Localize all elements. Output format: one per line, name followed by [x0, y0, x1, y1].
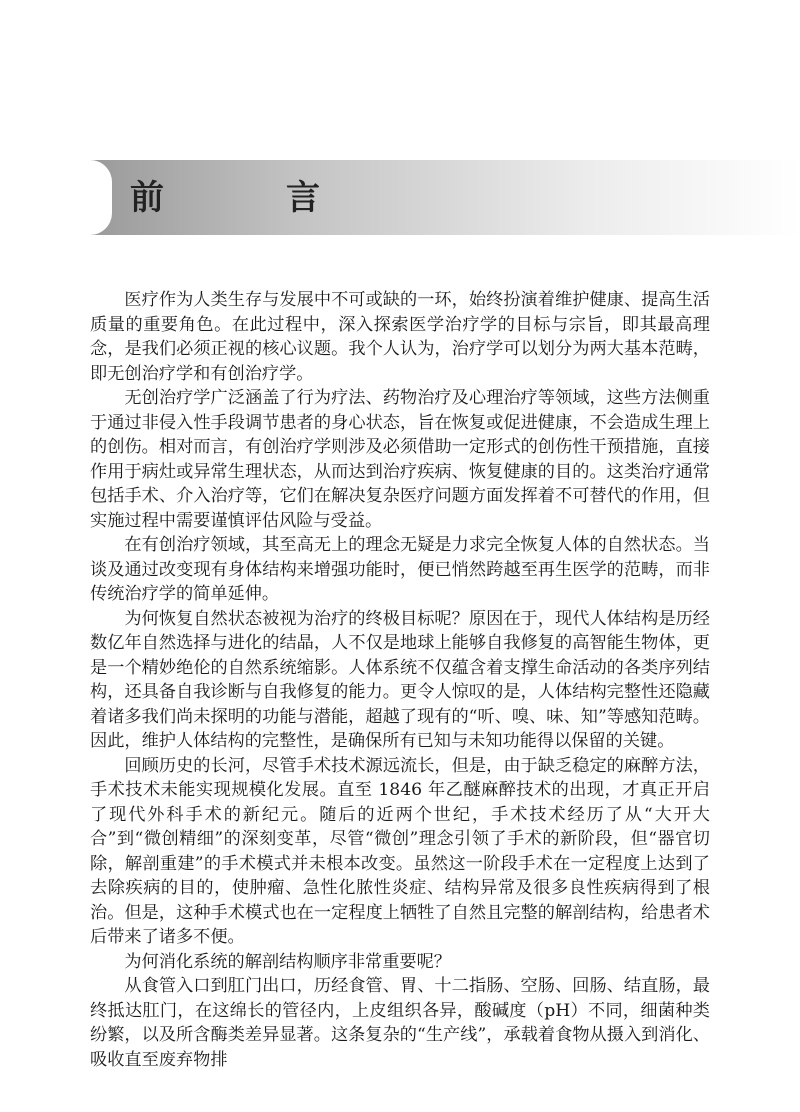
paragraph: 在有创治疗领域，其至高无上的理念无疑是力求完全恢复人体的自然状态。当谈及通过改变现有身体结构来增强功能时，便已悄然跨越至再生医学的范畴，而非传统治疗学的简单延伸。 [90, 535, 710, 604]
body-text [90, 288, 710, 1072]
paragraph: 为何恢复自然状态被视为治疗的终极目标呢？原因在于，现代人体结构是历经数亿年自然选择与进化的结晶，人不仅是地球上能够自我修复的高智能生物体，更是一个精妙绝伦的自然系统缩影。人体系统不仅蕴含着支撑生命活动的各类序列结构，还具备自我诊断与自我修复的能力。更令人惊叹的是，人体结构完整性还隐藏着诸多我们尚未探明的功能与潜能，超越了现有的“听、嗅、味、知”等感知范畴。因此，维护人体结构的完整性，是确保所有已知与未知功能得以保留的关键。 [90, 608, 710, 751]
paragraph: 回顾历史的长河，尽管手术技术源远流长，但是，由于缺乏稳定的麻醉方法，手术技术未能实现规模化发展。直至 1846 年乙醚麻醉技术的出现，才真正开启了现代外科手术的新纪元。随后的近两个世纪，手术技术经历了从“大开大合”到“微创精细”的深刻变革，尽管“微创”理念引领了手术的新阶段，但“器官切除，解剖重建”的手术模式并未根本改变。虽然这一阶段手术在一定程度上达到了去除疾病的目的，使肿瘤、急性化脓性炎症、结构异常及很多良性疾病得到了根治。但是，这种手术模式也在一定程度上牺牲了自然且完整的解剖结构，给患者术后带来了诸多不便。 [90, 755, 710, 947]
paragraph: 从食管入口到肛门出口，历经食管、胃、十二指肠、空肠、回肠、结直肠，最终抵达肛门，在这绵长的管径内，上皮组织各异，酸碱度（pH）不同，细菌种类纷繁，以及所含酶类差异显著。这条复杂的“生产线”，承载着食物从摄入到消化、吸收直至废弃物排 [90, 976, 710, 1070]
paragraph: 为何消化系统的解剖结构顺序非常重要呢？ [124, 951, 451, 972]
heading-band-cap [90, 160, 112, 235]
paragraph: 医疗作为人类生存与发展中不可或缺的一环，始终扮演着维护健康、提高生活质量的重要角色。在此过程中，深入探索医学治疗学的目标与宗旨，即其最高理念，是我们必须正视的核心议题。我个人认为，治疗学可以划分为两大基本范畴，即无创治疗学和有创治疗学。 [90, 290, 710, 384]
page-title: 前 言 [130, 178, 364, 218]
paragraph: 无创治疗学广泛涵盖了行为疗法、药物治疗及心理治疗等领域，这些方法侧重于通过非侵入性手段调节患者的身心状态，旨在恢复或促进健康，不会造成生理上的创伤。相对而言，有创治疗学则涉及必须借助一定形式的创伤性干预措施，直接作用于病灶或异常生理状态，从而达到治疗疾病、恢复健康的目的。这类治疗通常包括手术、介入治疗等，它们在解决复杂医疗问题方面发挥着不可替代的作用，但实施过程中需要谨慎评估风险与受益。 [90, 388, 710, 531]
